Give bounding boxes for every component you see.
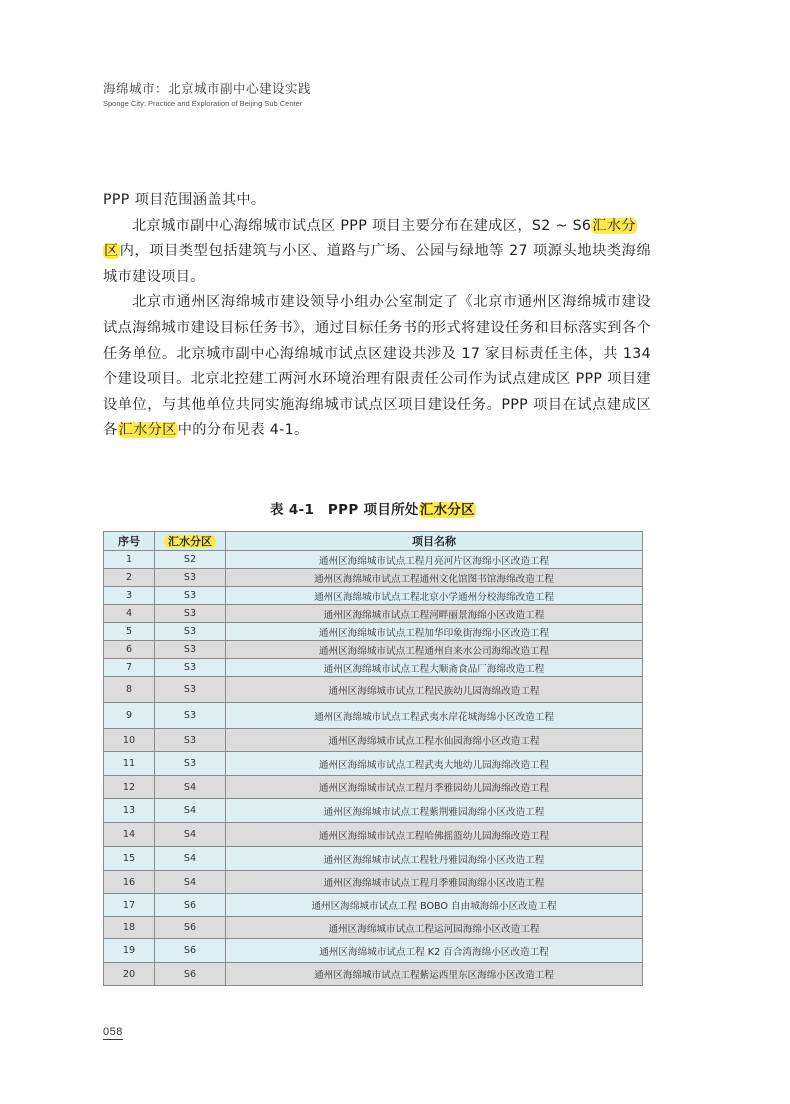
table-row bbox=[104, 752, 643, 776]
table-body bbox=[104, 551, 643, 986]
table-row bbox=[104, 799, 643, 823]
row-number: 11 bbox=[104, 752, 155, 776]
row-project-name: 通州区海绵城市试点工程北京小学通州分校海绵改造工程 bbox=[226, 587, 643, 605]
row-project-name: 通州区海绵城市试点工程加华印象街海绵小区改造工程 bbox=[226, 623, 643, 641]
row-number: 4 bbox=[104, 605, 155, 623]
row-number: 6 bbox=[104, 641, 155, 659]
table-row bbox=[104, 729, 643, 752]
row-zone: S4 bbox=[155, 823, 226, 847]
table-row bbox=[104, 917, 643, 939]
row-number: 18 bbox=[104, 917, 155, 939]
row-project-name: 通州区海绵城市试点工程民族幼儿园海绵改造工程 bbox=[226, 677, 643, 703]
row-number: 14 bbox=[104, 823, 155, 847]
paragraph-3-text-a: 北京市通州区海绵城市建设领导小组办公室制定了《北京市通州区海绵城市建设试点海绵城市建设目标任务书》，通过目标任务书的形式将建设任务和目标落实到各个任务单位。北京城市副中心海绵城市试点区建设共涉及 17 家目标责任主体，共 134 个建设项目。北京北控建工两河水环境治理有限责任公司作为试点建成区 PPP 项目建设单位，与其他单位共同实施海绵城市试点区项目建设任务。PPP 项目在试点建成区各 bbox=[103, 294, 651, 439]
row-project-name: 通州区海绵城市试点工程牡丹雅园海绵小区改造工程 bbox=[226, 847, 643, 871]
highlight-huishui-c: 汇水分区 bbox=[118, 422, 177, 439]
row-project-name: 通州区海绵城市试点工程武夷水岸花城海绵小区改造工程 bbox=[226, 703, 643, 729]
row-number: 9 bbox=[104, 703, 155, 729]
table-row bbox=[104, 569, 643, 587]
row-zone: S4 bbox=[155, 776, 226, 799]
row-project-name: 通州区海绵城市试点工程大顺斋食品厂海绵改造工程 bbox=[226, 659, 643, 677]
table-row bbox=[104, 641, 643, 659]
row-project-name: 通州区海绵城市试点工程通州自来水公司海绵改造工程 bbox=[226, 641, 643, 659]
row-project-name: 通州区海绵城市试点工程紫运西里东区海绵小区改造工程 bbox=[226, 963, 643, 986]
row-project-name: 通州区海绵城市试点工程通州文化馆图书馆海绵改造工程 bbox=[226, 569, 643, 587]
row-zone: S3 bbox=[155, 623, 226, 641]
table-caption-highlight: 汇水分区 bbox=[419, 502, 475, 518]
row-number: 15 bbox=[104, 847, 155, 871]
row-number: 8 bbox=[104, 677, 155, 703]
row-project-name: 通州区海绵城市试点工程武夷大地幼儿园海绵改造工程 bbox=[226, 752, 643, 776]
table-row bbox=[104, 587, 643, 605]
table-header-row bbox=[104, 532, 643, 551]
row-zone: S3 bbox=[155, 605, 226, 623]
row-zone: S6 bbox=[155, 894, 226, 917]
page-number: 058 bbox=[103, 1026, 123, 1038]
table-row bbox=[104, 894, 643, 917]
row-number: 10 bbox=[104, 729, 155, 752]
table-row bbox=[104, 703, 643, 729]
header-no: 序号 bbox=[104, 532, 155, 551]
table-row bbox=[104, 776, 643, 799]
highlight-huishui-a: 汇水分 bbox=[592, 217, 636, 234]
running-header bbox=[103, 79, 311, 108]
row-project-name: 通州区海绵城市试点工程月季雅园幼儿园海绵改造工程 bbox=[226, 776, 643, 799]
row-zone: S3 bbox=[155, 729, 226, 752]
paragraph-2 bbox=[103, 214, 651, 291]
table-caption bbox=[103, 498, 643, 518]
row-zone: S4 bbox=[155, 847, 226, 871]
paragraph-1-text: PPP 项目范围涵盖其中。 bbox=[103, 192, 266, 208]
row-project-name: 通州区海绵城市试点工程月季雅园海绵小区改造工程 bbox=[226, 871, 643, 894]
row-zone: S3 bbox=[155, 641, 226, 659]
row-zone: S2 bbox=[155, 551, 226, 569]
paragraph-3-text-b: 中的分布见表 4-1。 bbox=[177, 422, 309, 439]
row-number: 20 bbox=[104, 963, 155, 986]
row-number: 17 bbox=[104, 894, 155, 917]
table-row bbox=[104, 963, 643, 986]
table-row bbox=[104, 847, 643, 871]
row-number: 12 bbox=[104, 776, 155, 799]
row-zone: S6 bbox=[155, 917, 226, 939]
highlight-huishui-b: 区 bbox=[104, 243, 119, 260]
row-project-name: 通州区海绵城市试点工程紫荆雅园海绵小区改造工程 bbox=[226, 799, 643, 823]
project-table bbox=[103, 531, 643, 986]
header-zone bbox=[155, 532, 226, 551]
row-project-name: 通州区海绵城市试点工程 BOBO 自由城海绵小区改造工程 bbox=[226, 894, 643, 917]
table-row bbox=[104, 551, 643, 569]
book-title-cn: 海绵城市：北京城市副中心建设实践 bbox=[103, 81, 312, 96]
row-number: 5 bbox=[104, 623, 155, 641]
paragraph-2-text-b: 内，项目类型包括建筑与小区、道路与广场、公园与绿地等 27 项源头地块类海绵城市建设项目。 bbox=[103, 243, 651, 285]
row-number: 2 bbox=[104, 569, 155, 587]
table-row bbox=[104, 871, 643, 894]
paragraph-2-text-a: 北京城市副中心海绵城市试点区 PPP 项目主要分布在建成区，S2 ~ S6 bbox=[132, 217, 592, 234]
row-zone: S4 bbox=[155, 871, 226, 894]
row-project-name: 通州区海绵城市试点工程 K2 百合湾海绵小区改造工程 bbox=[226, 939, 643, 963]
row-number: 3 bbox=[104, 587, 155, 605]
row-zone: S3 bbox=[155, 752, 226, 776]
row-zone: S3 bbox=[155, 569, 226, 587]
row-zone: S6 bbox=[155, 963, 226, 986]
row-zone: S3 bbox=[155, 677, 226, 703]
row-zone: S4 bbox=[155, 799, 226, 823]
paragraph-3 bbox=[103, 290, 651, 444]
table-row bbox=[104, 823, 643, 847]
book-title-en: Sponge City: Practice and Exploration of Beijing Sub Center bbox=[103, 99, 303, 108]
row-zone: S3 bbox=[155, 587, 226, 605]
table-row bbox=[104, 623, 643, 641]
row-project-name: 通州区海绵城市试点工程河畔丽景海绵小区改造工程 bbox=[226, 605, 643, 623]
row-number: 16 bbox=[104, 871, 155, 894]
paragraph-1 bbox=[103, 188, 651, 214]
row-number: 7 bbox=[104, 659, 155, 677]
table-row bbox=[104, 939, 643, 963]
row-project-name: 通州区海绵城市试点工程水仙园海绵小区改造工程 bbox=[226, 729, 643, 752]
row-project-name: 通州区海绵城市试点工程运河园海绵小区改造工程 bbox=[226, 917, 643, 939]
row-zone: S6 bbox=[155, 939, 226, 963]
row-number: 13 bbox=[104, 799, 155, 823]
row-project-name: 通州区海绵城市试点工程哈佛摇篮幼儿园海绵改造工程 bbox=[226, 823, 643, 847]
body-text bbox=[103, 188, 651, 444]
row-zone: S3 bbox=[155, 703, 226, 729]
row-number: 19 bbox=[104, 939, 155, 963]
header-project-name: 项目名称 bbox=[226, 532, 643, 551]
table-caption-text: 表 4-1 PPP 项目所处 bbox=[270, 502, 419, 518]
table-row bbox=[104, 605, 643, 623]
table-row bbox=[104, 677, 643, 703]
row-project-name: 通州区海绵城市试点工程月亮河片区海绵小区改造工程 bbox=[226, 551, 643, 569]
table-row bbox=[104, 659, 643, 677]
row-number: 1 bbox=[104, 551, 155, 569]
row-zone: S3 bbox=[155, 659, 226, 677]
header-zone-highlight: 汇水分区 bbox=[164, 535, 216, 548]
